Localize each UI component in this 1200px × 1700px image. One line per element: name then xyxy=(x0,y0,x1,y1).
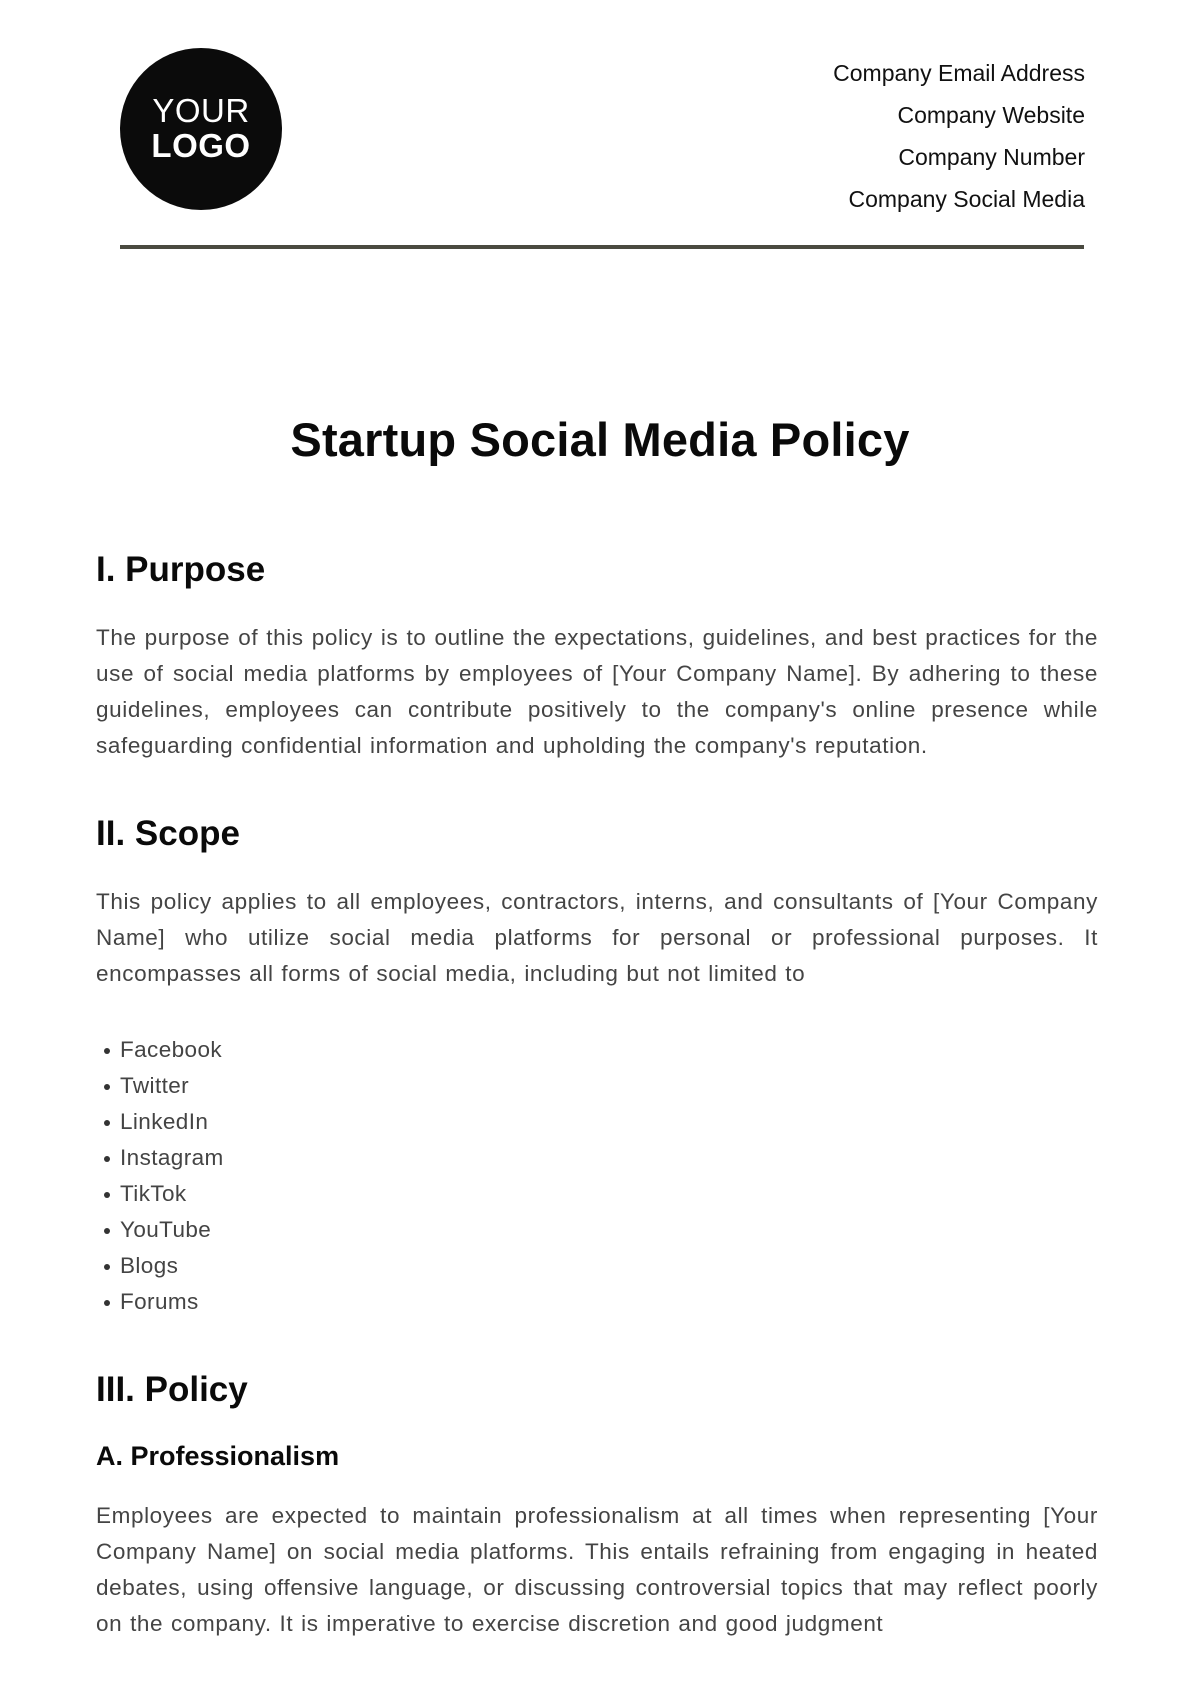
bullet-icon xyxy=(104,1156,110,1162)
section-purpose xyxy=(96,548,1098,764)
logo-line-1: YOUR xyxy=(152,92,250,130)
bullet-icon xyxy=(104,1300,110,1306)
list-item xyxy=(96,1104,1098,1140)
header-divider xyxy=(120,245,1084,249)
document-body xyxy=(96,548,1098,1690)
platform-name: YouTube xyxy=(120,1216,212,1242)
list-item xyxy=(96,1176,1098,1212)
policy-heading: III. Policy xyxy=(96,1369,248,1409)
company-contact-block xyxy=(833,52,1085,220)
professionalism-paragraph: Employees are expected to maintain professionalism at all times when representing [Your Company Name] on social media platforms. This entails refraining from engaging in heated debates, using offensive language, or discussing controversial topics that may reflect poorly on the company. It is imperative to exercise discretion and good judgment xyxy=(96,1503,1098,1637)
platform-name: LinkedIn xyxy=(120,1108,209,1134)
scope-paragraph: This policy applies to all employees, contractors, interns, and consultants of [Your Company Name] who utilize social media platforms for personal or professional purposes. It encompasses all forms of social media, including but not limited to xyxy=(96,888,1098,986)
platform-name: Forums xyxy=(120,1288,199,1314)
section-policy xyxy=(96,1368,1098,1643)
company-logo xyxy=(120,48,282,210)
purpose-paragraph: The purpose of this policy is to outline the expectations, guidelines, and best practices for the use of social media platforms by employees of [Your Company Name]. By adhering to these guidelines, employees can contribute positively to the company's online presence while safeguarding confidential information and upholding the company's reputation. xyxy=(96,624,1098,758)
company-website: Company Website xyxy=(897,102,1085,128)
bullet-icon xyxy=(104,1084,110,1090)
purpose-heading: I. Purpose xyxy=(96,550,266,589)
list-item xyxy=(96,1284,1098,1320)
logo-line-2: LOGO xyxy=(151,127,251,164)
document-title: Startup Social Media Policy xyxy=(290,413,910,466)
list-item xyxy=(96,1212,1098,1248)
platform-name: Blogs xyxy=(120,1252,179,1278)
platform-name: Twitter xyxy=(120,1072,190,1098)
professionalism-heading: A. Professionalism xyxy=(96,1441,340,1472)
document-header xyxy=(120,48,1085,218)
platform-name: Facebook xyxy=(120,1036,223,1062)
list-item xyxy=(96,1068,1098,1104)
scope-heading: II. Scope xyxy=(96,813,240,853)
section-scope xyxy=(96,812,1098,1320)
platform-name: Instagram xyxy=(120,1144,224,1170)
bullet-icon xyxy=(104,1120,110,1126)
list-item xyxy=(96,1032,1098,1068)
company-social-media: Company Social Media xyxy=(848,186,1085,212)
bullet-icon xyxy=(104,1228,110,1234)
company-number: Company Number xyxy=(898,144,1085,170)
platform-list xyxy=(96,1032,1098,1320)
bullet-icon xyxy=(104,1192,110,1198)
platform-name: TikTok xyxy=(120,1180,187,1206)
list-item xyxy=(96,1140,1098,1176)
list-item xyxy=(96,1248,1098,1284)
bullet-icon xyxy=(104,1048,110,1054)
company-email: Company Email Address xyxy=(833,60,1085,86)
bullet-icon xyxy=(104,1264,110,1270)
